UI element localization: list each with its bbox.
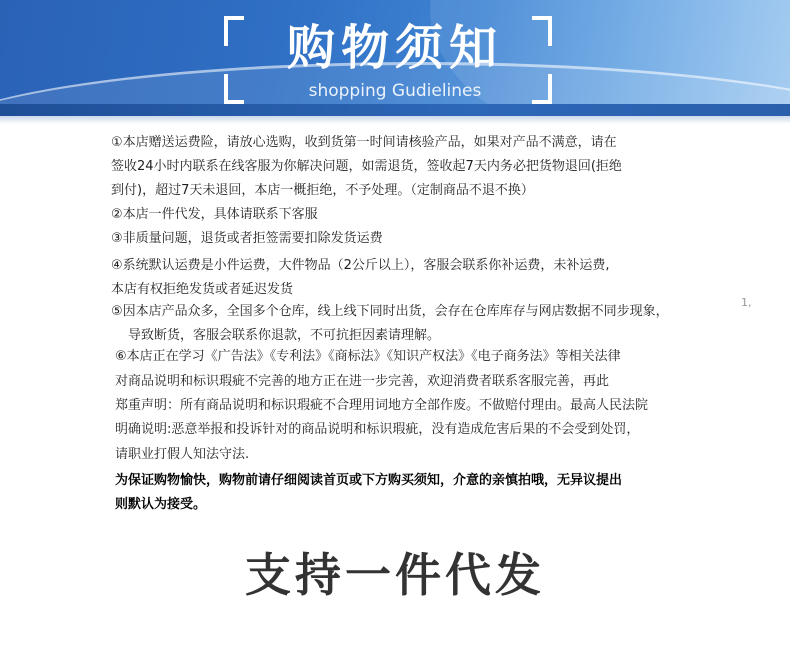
policy-line: 请职业打假人知法守法. [115, 447, 250, 462]
policy-line: ③非质量问题，退货或者拒签需要扣除发货运费 [111, 231, 383, 246]
slogan-heading: 支持一件代发 [245, 548, 545, 602]
policy-line: ①本店赠送运费险，请放心选购，收到货第一时间请核验产品，如果对产品不满意，请在 [111, 135, 617, 150]
notice-line: 为保证购物愉快，购物前请仔细阅读首页或下方购买须知，介意的亲慎拍哦，无异议提出 [115, 473, 623, 488]
notice-line: 则默认为接受。 [115, 497, 207, 512]
policy-line: 本店有权拒绝发货或者延迟发货 [111, 282, 294, 297]
policy-line: ⑥本店正在学习《广告法》《专利法》《商标法》《知识产权法》《电子商务法》等相关法律 [115, 349, 621, 364]
policy-line: ②本店一件代发，具体请联系下客服 [111, 207, 318, 222]
policy-line: ④系统默认运费是小件运费，大件物品（2公斤以上），客服会联系你补运费，未补运费, [111, 258, 610, 273]
stray-mark: 1, [741, 296, 752, 309]
banner-bottom-band [0, 104, 790, 116]
policy-line: ⑤因本店产品众多，全国多个仓库，线上线下同时出货，会存在仓库库存与网店数据不同步现象， [111, 304, 669, 319]
page-title: 购物须知 [286, 20, 503, 76]
policy-line: 明确说明:恶意举报和投诉针对的商品说明和标识瑕疵，没有造成危害后果的不会受到处罚， [115, 422, 640, 437]
policy-line: 到付)，超过7天未退回，本店一概拒绝，不予处理。（定制商品不退不换） [111, 183, 534, 198]
policy-line: 签收24小时内联系在线客服为你解决问题，如需退货，签收起7天内务必把货物退回(拒绝 [111, 159, 622, 174]
header-banner [0, 0, 790, 116]
page-subtitle: shopping Gudielines [308, 81, 482, 101]
policy-line: 对商品说明和标识瑕疵不完善的地方正在进一步完善，欢迎消费者联系客服完善，再此 [115, 374, 610, 389]
banner-shadow [0, 116, 790, 124]
policy-line: 郑重声明：所有商品说明和标识瑕疵不合理用词地方全部作废。不做赔付理由。最高人民法院 [115, 398, 649, 413]
policy-line: 导致断货，客服会联系你退款，不可抗拒因素请理解。 [128, 328, 441, 343]
